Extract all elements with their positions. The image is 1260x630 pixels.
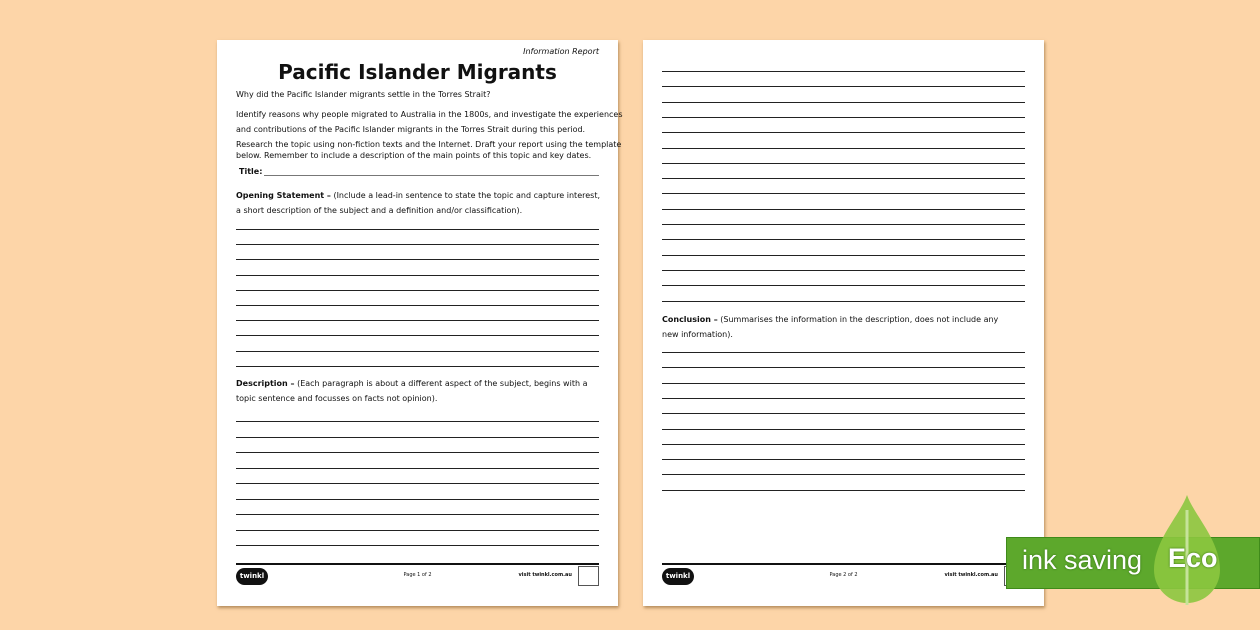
intro-line: and contributions of the Pacific Islander migrants in the Torres Strait during this period.: [236, 125, 586, 134]
writing-line[interactable]: [662, 285, 1025, 286]
page-number: Page 2 of 2: [829, 572, 858, 578]
opening-text: (Include a lead-in sentence to state the topic and capture interest,: [330, 191, 600, 200]
writing-line[interactable]: [236, 366, 599, 367]
visit-link: visit twinkl.com.au: [944, 572, 998, 578]
writing-line[interactable]: [236, 335, 599, 336]
writing-line[interactable]: [662, 474, 1025, 475]
writing-line[interactable]: [662, 148, 1025, 149]
writing-line[interactable]: [662, 209, 1025, 210]
question: Why did the Pacific Islander migrants settle in the Torres Strait?: [236, 90, 491, 99]
writing-line[interactable]: [236, 275, 599, 276]
twinkl-logo: twinkl: [236, 568, 268, 585]
writing-line[interactable]: [236, 514, 599, 515]
writing-line[interactable]: [662, 459, 1025, 460]
conclusion-heading: Conclusion –: [662, 315, 718, 324]
twinkl-logo: twinkl: [662, 568, 694, 585]
writing-line[interactable]: [662, 71, 1025, 72]
description-text: (Each paragraph is about a different aspect of the subject, begins with a: [294, 379, 588, 388]
writing-line[interactable]: [662, 255, 1025, 256]
writing-line[interactable]: [236, 499, 599, 500]
eco-label: Eco: [1168, 543, 1218, 573]
writing-line[interactable]: [236, 452, 599, 453]
opening-text: a short description of the subject and a definition and/or classification).: [236, 206, 523, 215]
writing-line[interactable]: [662, 270, 1025, 271]
description-heading: Description –: [236, 379, 295, 388]
writing-line[interactable]: [662, 239, 1025, 240]
description-text: topic sentence and focusses on facts not opinion).: [236, 394, 438, 403]
worksheet-page-2: [643, 40, 1044, 606]
writing-line[interactable]: [236, 421, 599, 422]
footer-rule: [236, 563, 599, 565]
writing-line[interactable]: [236, 229, 599, 230]
visit-link: visit twinkl.com.au: [518, 572, 572, 578]
title-label: Title:: [239, 167, 263, 176]
conclusion-text: (Summarises the information in the description, does not include any: [717, 315, 999, 324]
research-line: Research the topic using non-fiction texts and the Internet. Draft your report using the template: [236, 140, 622, 149]
writing-line[interactable]: [236, 483, 599, 484]
header-label: Information Report: [523, 47, 599, 56]
writing-line[interactable]: [236, 351, 599, 352]
writing-line[interactable]: [236, 320, 599, 321]
writing-line[interactable]: [236, 530, 599, 531]
writing-line[interactable]: [236, 437, 599, 438]
writing-line[interactable]: [662, 193, 1025, 194]
opening-heading: Opening Statement –: [236, 191, 331, 200]
writing-line[interactable]: [236, 259, 599, 260]
writing-line[interactable]: [662, 444, 1025, 445]
footer-rule: [662, 563, 1025, 565]
writing-line[interactable]: [662, 178, 1025, 179]
writing-line[interactable]: [662, 117, 1025, 118]
writing-line[interactable]: [662, 163, 1025, 164]
ink-saving-label: ink saving: [1022, 545, 1143, 575]
writing-line[interactable]: [662, 398, 1025, 399]
writing-line[interactable]: [662, 490, 1025, 491]
writing-line[interactable]: [236, 290, 599, 291]
title-input-line[interactable]: [264, 175, 599, 176]
intro-line: Identify reasons why people migrated to Australia in the 1800s, and investigate the experiences: [236, 110, 623, 119]
writing-line[interactable]: [662, 86, 1025, 87]
writing-line[interactable]: [662, 413, 1025, 414]
writing-line[interactable]: [236, 468, 599, 469]
writing-line[interactable]: [662, 224, 1025, 225]
quality-badge-icon: [578, 566, 599, 586]
writing-line[interactable]: [236, 305, 599, 306]
conclusion-text: new information).: [662, 330, 733, 339]
worksheet-page-1: [217, 40, 623, 606]
writing-line[interactable]: [662, 429, 1025, 430]
writing-line[interactable]: [662, 102, 1025, 103]
ink-saving-banner: [1006, 537, 1260, 589]
writing-line[interactable]: [662, 367, 1025, 368]
writing-line[interactable]: [662, 383, 1025, 384]
page-title: Pacific Islander Migrants: [278, 60, 557, 84]
research-line: below. Remember to include a description of the main points of this topic and key dates.: [236, 151, 592, 160]
writing-line[interactable]: [662, 352, 1025, 353]
page-number: Page 1 of 2: [403, 572, 432, 578]
writing-line[interactable]: [662, 132, 1025, 133]
writing-line[interactable]: [236, 244, 599, 245]
writing-line[interactable]: [662, 301, 1025, 302]
writing-line[interactable]: [236, 545, 599, 546]
